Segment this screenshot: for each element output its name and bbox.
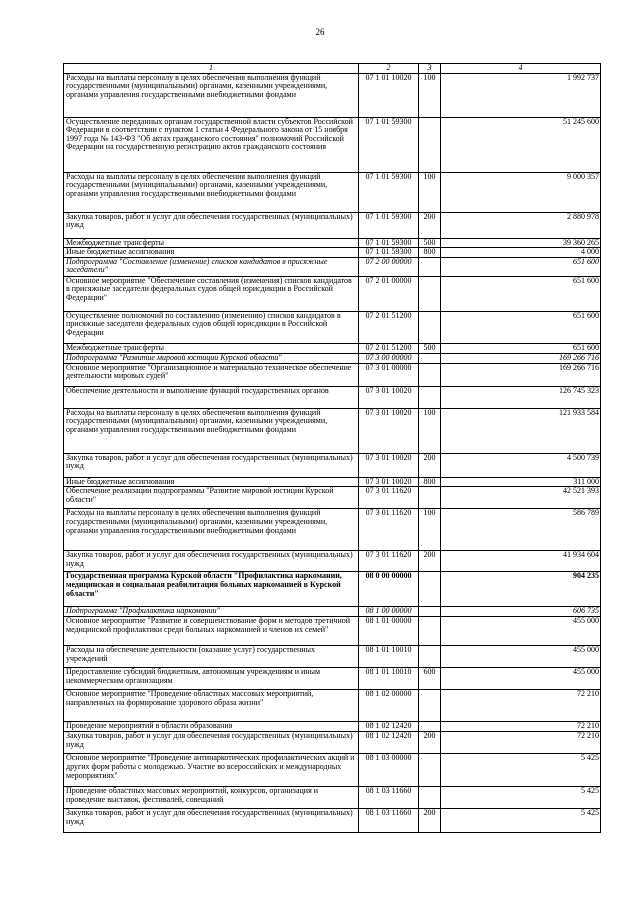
row-type-cell: 100 bbox=[419, 73, 441, 117]
row-amount-cell: 651 600 bbox=[441, 257, 601, 276]
row-code-cell: 07 1 01 10020 bbox=[359, 73, 419, 117]
row-amount-cell: 41 934 604 bbox=[441, 551, 601, 572]
table-row bbox=[64, 172, 601, 212]
table-row bbox=[64, 617, 601, 646]
table-row bbox=[64, 311, 601, 343]
row-name-cell: Расходы на выплаты персоналу в целях обеспечения выполнения функций государственными (муниципальными) органами, казенными учреждениями, органами управления государственными внебюджетными фондами bbox=[64, 408, 359, 453]
row-type-cell: 100 bbox=[419, 172, 441, 212]
row-amount-cell: 311 000 bbox=[441, 477, 601, 487]
table-row bbox=[64, 646, 601, 668]
row-code-cell: 08 1 01 10010 bbox=[359, 668, 419, 690]
row-type-cell bbox=[419, 787, 441, 809]
table-row bbox=[64, 607, 601, 617]
table-row bbox=[64, 343, 601, 353]
table-row bbox=[64, 509, 601, 551]
row-code-cell: 07 1 01 59300 bbox=[359, 172, 419, 212]
row-type-cell: 200 bbox=[419, 453, 441, 477]
row-code-cell: 07 3 01 11620 bbox=[359, 487, 419, 509]
row-type-cell: 200 bbox=[419, 551, 441, 572]
row-type-cell: 800 bbox=[419, 248, 441, 258]
row-name-cell: Закупка товаров, работ и услуг для обеспечения государственных (муниципальных) нужд bbox=[64, 212, 359, 238]
table-row bbox=[64, 363, 601, 386]
row-name-cell: Иные бюджетные ассигнования bbox=[64, 248, 359, 258]
table-row bbox=[64, 386, 601, 408]
row-amount-cell: 169 266 716 bbox=[441, 363, 601, 386]
row-name-cell: Основное мероприятие "Обеспечение составления (изменения) списков кандидатов в присяжные заседатели федеральных судов общей юрисдикции в Российской Федерации" bbox=[64, 276, 359, 311]
row-amount-cell: 126 745 323 bbox=[441, 386, 601, 408]
table-row bbox=[64, 248, 601, 258]
row-name-cell: Закупка товаров, работ и услуг для обеспечения государственных (муниципальных) нужд bbox=[64, 453, 359, 477]
row-type-cell bbox=[419, 311, 441, 343]
row-code-cell: 08 1 02 12420 bbox=[359, 722, 419, 732]
table-row bbox=[64, 572, 601, 607]
row-code-cell: 07 3 01 11620 bbox=[359, 551, 419, 572]
row-name-cell: Подпрограмма "Развитие мировой юстиции Курской области" bbox=[64, 353, 359, 363]
row-code-cell: 07 1 01 59300 bbox=[359, 238, 419, 248]
row-name-cell: Закупка товаров, работ и услуг для обеспечения государственных (муниципальных) нужд bbox=[64, 551, 359, 572]
row-type-cell bbox=[419, 487, 441, 509]
table-row bbox=[64, 732, 601, 754]
row-amount-cell: 42 521 393 bbox=[441, 487, 601, 509]
row-amount-cell: 4 500 739 bbox=[441, 453, 601, 477]
row-type-cell: 500 bbox=[419, 238, 441, 248]
table-row bbox=[64, 353, 601, 363]
row-name-cell: Государственная программа Курской области "Профилактика наркомании, медицинская и социальная реабилитация больных наркоманией в Курской области" bbox=[64, 572, 359, 607]
budget-table-container bbox=[63, 63, 600, 833]
row-amount-cell: 651 600 bbox=[441, 276, 601, 311]
row-name-cell: Подпрограмма "Профилактика наркомании" bbox=[64, 607, 359, 617]
row-code-cell: 08 1 02 12420 bbox=[359, 732, 419, 754]
row-code-cell: 08 1 03 00000 bbox=[359, 754, 419, 787]
row-amount-cell: 455 000 bbox=[441, 617, 601, 646]
row-code-cell: 08 1 03 11660 bbox=[359, 809, 419, 833]
header-row bbox=[64, 64, 601, 74]
row-name-cell: Расходы на выплаты персоналу в целях обеспечения выполнения функций государственными (муниципальными) органами, казенными учреждениями, органами управления государственными внебюджетными фондами bbox=[64, 172, 359, 212]
row-name-cell: Основное мероприятие "Организационное и материально техническое обеспечение деятельности мировых судей" bbox=[64, 363, 359, 386]
row-type-cell bbox=[419, 607, 441, 617]
row-code-cell: 07 1 01 59300 bbox=[359, 117, 419, 172]
table-row bbox=[64, 238, 601, 248]
row-amount-cell: 2 880 978 bbox=[441, 212, 601, 238]
row-code-cell: 08 1 01 10010 bbox=[359, 646, 419, 668]
row-name-cell: Основное мероприятие "Проведение областных массовых мероприятий, направленных на формирование здорового образа жизни" bbox=[64, 690, 359, 722]
row-code-cell: 08 1 02 00000 bbox=[359, 690, 419, 722]
table-row bbox=[64, 73, 601, 117]
header-col-amount: 4 bbox=[441, 64, 601, 74]
row-amount-cell: 39 360 265 bbox=[441, 238, 601, 248]
row-type-cell bbox=[419, 117, 441, 172]
table-row bbox=[64, 212, 601, 238]
row-type-cell bbox=[419, 646, 441, 668]
row-name-cell: Проведение мероприятий в области образования bbox=[64, 722, 359, 732]
row-type-cell bbox=[419, 257, 441, 276]
row-amount-cell: 586 789 bbox=[441, 509, 601, 551]
table-row bbox=[64, 453, 601, 477]
table-row bbox=[64, 690, 601, 722]
row-type-cell: 100 bbox=[419, 509, 441, 551]
row-code-cell: 07 2 01 00000 bbox=[359, 276, 419, 311]
table-row bbox=[64, 551, 601, 572]
row-code-cell: 07 2 01 51200 bbox=[359, 311, 419, 343]
row-name-cell: Осуществление полномочий по составлению (изменению) списков кандидатов в присяжные заседатели федеральных судов общей юрисдикции в Российской Федерации bbox=[64, 311, 359, 343]
row-amount-cell: 904 235 bbox=[441, 572, 601, 607]
table-row bbox=[64, 408, 601, 453]
table-row bbox=[64, 722, 601, 732]
row-name-cell: Проведение областных массовых мероприятий, конкурсов, организация и проведение выставок, фестивалей, совещаний bbox=[64, 787, 359, 809]
row-type-cell: 100 bbox=[419, 408, 441, 453]
row-code-cell: 08 1 03 11660 bbox=[359, 787, 419, 809]
row-name-cell: Основное мероприятие "Проведение антинаркотических профилактических акций и других форм работы с молодежью. Участие во всероссийских и международных мероприятиях" bbox=[64, 754, 359, 787]
table-row bbox=[64, 477, 601, 487]
row-amount-cell: 72 210 bbox=[441, 732, 601, 754]
row-amount-cell: 72 210 bbox=[441, 690, 601, 722]
row-type-cell: 200 bbox=[419, 732, 441, 754]
table-header bbox=[64, 64, 601, 74]
row-amount-cell: 455 000 bbox=[441, 646, 601, 668]
table-row bbox=[64, 668, 601, 690]
row-amount-cell: 651 600 bbox=[441, 343, 601, 353]
row-amount-cell: 4 000 bbox=[441, 248, 601, 258]
row-name-cell: Обеспечение реализации подпрограммы "Развитие мировой юстиции Курской области" bbox=[64, 487, 359, 509]
row-type-cell bbox=[419, 754, 441, 787]
row-type-cell bbox=[419, 722, 441, 732]
row-name-cell: Межбюджетные трансферты bbox=[64, 343, 359, 353]
row-code-cell: 07 3 01 11620 bbox=[359, 509, 419, 551]
row-type-cell bbox=[419, 386, 441, 408]
row-amount-cell: 72 210 bbox=[441, 722, 601, 732]
page-number: 26 bbox=[315, 27, 325, 37]
header-col-type: 3 bbox=[419, 64, 441, 74]
row-name-cell: Межбюджетные трансферты bbox=[64, 238, 359, 248]
row-type-cell: 600 bbox=[419, 668, 441, 690]
table-row bbox=[64, 117, 601, 172]
table-row bbox=[64, 754, 601, 787]
row-name-cell: Иные бюджетные ассигнования bbox=[64, 477, 359, 487]
row-code-cell: 07 3 01 10020 bbox=[359, 477, 419, 487]
row-name-cell: Обеспечение деятельности и выполнение функций государственных органов bbox=[64, 386, 359, 408]
row-code-cell: 07 3 00 00000 bbox=[359, 353, 419, 363]
row-type-cell: 200 bbox=[419, 212, 441, 238]
row-code-cell: 07 3 01 10020 bbox=[359, 453, 419, 477]
row-amount-cell: 651 600 bbox=[441, 311, 601, 343]
row-name-cell: Расходы на обеспечение деятельности (оказание услуг) государственных учреждений bbox=[64, 646, 359, 668]
table-body bbox=[64, 73, 601, 833]
row-code-cell: 08 0 00 00000 bbox=[359, 572, 419, 607]
row-type-cell bbox=[419, 572, 441, 607]
row-code-cell: 07 3 01 00000 bbox=[359, 363, 419, 386]
row-amount-cell: 51 245 600 bbox=[441, 117, 601, 172]
row-type-cell bbox=[419, 276, 441, 311]
budget-table bbox=[63, 63, 601, 833]
row-name-cell: Подпрограмма "Составление (изменение) списков кандидатов в присяжные заседатели" bbox=[64, 257, 359, 276]
row-type-cell: 500 bbox=[419, 343, 441, 353]
row-code-cell: 08 1 01 00000 bbox=[359, 617, 419, 646]
row-amount-cell: 1 992 737 bbox=[441, 73, 601, 117]
table-row bbox=[64, 787, 601, 809]
row-amount-cell: 121 933 584 bbox=[441, 408, 601, 453]
row-amount-cell: 5 425 bbox=[441, 809, 601, 833]
row-amount-cell: 5 425 bbox=[441, 787, 601, 809]
row-name-cell: Закупка товаров, работ и услуг для обеспечения государственных (муниципальных) нужд bbox=[64, 809, 359, 833]
row-amount-cell: 5 425 bbox=[441, 754, 601, 787]
row-amount-cell: 9 000 357 bbox=[441, 172, 601, 212]
row-name-cell: Осуществление переданных органам государственной власти субъектов Российской Федерации в соответствии с пунктом 1 статьи 4 Федерального закона от 15 ноября 1997 года № 143-ФЗ "Об актах гражданского состояния" полномочий Российской Федерации на государственную регистрацию актов гражданского состояния bbox=[64, 117, 359, 172]
row-name-cell: Закупка товаров, работ и услуг для обеспечения государственных (муниципальных) нужд bbox=[64, 732, 359, 754]
row-code-cell: 07 2 00 00000 bbox=[359, 257, 419, 276]
row-type-cell: 800 bbox=[419, 477, 441, 487]
row-code-cell: 07 1 01 59300 bbox=[359, 212, 419, 238]
row-code-cell: 07 3 01 10020 bbox=[359, 408, 419, 453]
row-name-cell: Расходы на выплаты персоналу в целях обеспечения выполнения функций государственными (муниципальными) органами, казенными учреждениями, органами управления государственными внебюджетными фондами bbox=[64, 73, 359, 117]
row-type-cell bbox=[419, 363, 441, 386]
row-type-cell bbox=[419, 690, 441, 722]
row-type-cell bbox=[419, 353, 441, 363]
row-name-cell: Основное мероприятие "Развитие и совершенствование форм и методов третичной медицинской профилактики среди больных наркоманией и членов их семей" bbox=[64, 617, 359, 646]
row-code-cell: 07 3 01 10020 bbox=[359, 386, 419, 408]
row-code-cell: 07 1 01 59300 bbox=[359, 248, 419, 258]
header-col-code: 2 bbox=[359, 64, 419, 74]
header-col-name: 1 bbox=[64, 64, 359, 74]
table-row bbox=[64, 276, 601, 311]
row-code-cell: 08 1 00 00000 bbox=[359, 607, 419, 617]
row-type-cell bbox=[419, 617, 441, 646]
row-name-cell: Расходы на выплаты персоналу в целях обеспечения выполнения функций государственными (муниципальными) органами, казенными учреждениями, органами управления государственными внебюджетными фондами bbox=[64, 509, 359, 551]
row-amount-cell: 606 735 bbox=[441, 607, 601, 617]
row-code-cell: 07 2 01 51200 bbox=[359, 343, 419, 353]
table-row bbox=[64, 487, 601, 509]
table-row bbox=[64, 809, 601, 833]
row-type-cell: 200 bbox=[419, 809, 441, 833]
row-amount-cell: 169 266 716 bbox=[441, 353, 601, 363]
row-name-cell: Предоставление субсидий бюджетным, автономным учреждениям и иным некоммерческим организациям bbox=[64, 668, 359, 690]
row-amount-cell: 455 000 bbox=[441, 668, 601, 690]
table-row bbox=[64, 257, 601, 276]
